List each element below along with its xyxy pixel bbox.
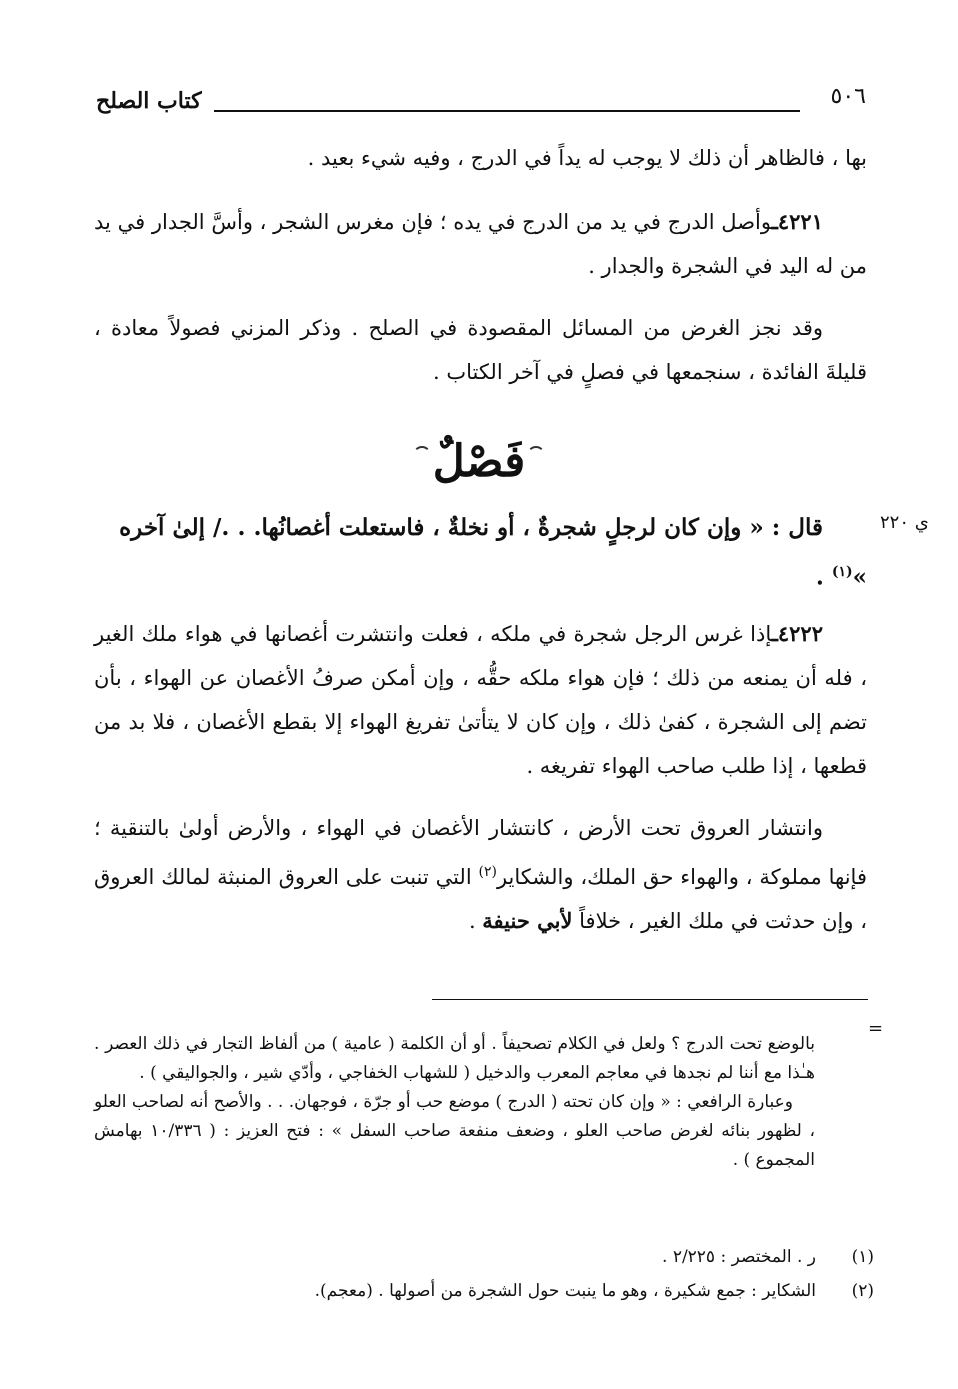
fasl-ornament: فَصْلٌ bbox=[423, 432, 536, 492]
footnote-continuation-1: بالوضع تحت الدرج ؟ ولعل في الكلام تصحيفاً . أو أن الكلمة ( عامية ) من ألفاظ التجار في ذلك العصر . هـٰذا مع أننا لم نجدها في معاجم المعرب والدخيل ( للشهاب الخفاجي ، وأدّي شير ، والجواليقي ) . bbox=[94, 1034, 815, 1083]
paragraph-3-text: وقد نجز الغرض من المسائل المقصودة في الصلح . وذكر المزني فصولاً معادة ، قليلةَ الفائدة ، سنجمعها في فصلٍ في آخر الكتاب . bbox=[94, 316, 867, 384]
issue-number: ٤٢٢٢ـ bbox=[771, 621, 823, 646]
quoted-text-body: قال : « وإن كان لرجلٍ شجرةٌ ، أو نخلةٌ ، فاستعلت أغصانُها. . ./ إلىٰ آخره » bbox=[119, 514, 867, 591]
footnote-ref-2: (٢) bbox=[478, 864, 497, 880]
page-number: ٥٠٦ bbox=[830, 84, 866, 109]
paragraph-5-text-b: التي تنبت على العروق المنبثة لمالك العروق ، وإن حدثت في ملك الغير ، خلافاً bbox=[94, 865, 867, 933]
paragraph-3 bbox=[94, 306, 867, 394]
paragraph-4221-text: وأصل الدرج في يد من الدرج في يده ؛ فإن مغرس الشجر ، وأسَّ الجدار في يد من له اليد في الشجرة والجدار . bbox=[94, 210, 867, 278]
named-scholar: لأبي حنيفة bbox=[482, 908, 573, 933]
paragraph-4222 bbox=[94, 612, 867, 788]
footnote-separator bbox=[432, 999, 868, 1000]
footnote-ref-1: (١) bbox=[831, 564, 853, 580]
paragraph-1 bbox=[94, 136, 867, 180]
footnote-number: (١) bbox=[851, 1247, 874, 1267]
header-rule bbox=[214, 110, 800, 112]
paragraph-1-text: بها ، فالظاهر أن ذلك لا يوجب له يداً في الدرج ، وفيه شيء بعيد . bbox=[307, 146, 867, 170]
margin-page-reference: ي ٢٢٠ bbox=[880, 512, 929, 533]
quoted-text bbox=[94, 506, 867, 600]
issue-number: ٤٢٢١ـ bbox=[771, 209, 823, 234]
footnote-continuation-mark: = bbox=[868, 1018, 884, 1039]
paragraph-4221 bbox=[94, 200, 867, 288]
footnote-continuation-2: وعبارة الرافعي : « وإن كان تحته ( الدرج ) موضع حب أو جرّة ، فوجهان. . . والأصح أنه لصاحب العلو ، لظهور بنائه لغرض صاحب العلو ، وضعف منفعة صاحب السفل » : فتح العزيز : ( ١٠/٣٣٦ بهامش المجموع ) . bbox=[94, 1092, 815, 1170]
paragraph-5 bbox=[94, 806, 867, 943]
footnote-number: (٢) bbox=[851, 1281, 874, 1301]
footnote-continuation bbox=[94, 1030, 815, 1175]
paragraph-4222-text: إذا غرس الرجل شجرة في ملكه ، فعلت وانتشرت أغصانها في هواء ملك الغير ، فله أن يمنعه من ذلك ؛ فإن هواء ملكه حقُّه ، وإن أمكن صرفُ الأغصان عن الهواء ، بأن تضم إلى الشجرة ، كفىٰ ذلك ، وإن كان لا يتأتىٰ تفريغ الهواء إلا بقطع الأغصان ، فلا بد من قطعها ، إذا طلب صاحب الهواء تفريغه . bbox=[94, 622, 867, 778]
footnote-item bbox=[94, 1240, 874, 1274]
footnote-list bbox=[94, 1240, 874, 1308]
book-title: كتاب الصلح bbox=[96, 88, 202, 114]
quoted-text-end: . bbox=[815, 563, 832, 591]
running-header bbox=[96, 84, 866, 124]
footnote-text: ر . المختصر : ٢/٢٢٥ . bbox=[662, 1247, 816, 1267]
section-heading bbox=[0, 432, 958, 492]
footnote-text: الشكاير : جمع شكيرة ، وهو ما ينبت حول الشجرة من أصولها . (معجم). bbox=[314, 1281, 816, 1301]
paragraph-5-end: . bbox=[468, 909, 483, 933]
paragraph-5-text-a: وانتشار العروق تحت الأرض ، كانتشار الأغصان في الهواء ، والأرض أولىٰ بالتنقية ؛ فإنها مملوكة ، والهواء حق الملك، والشكاير bbox=[94, 816, 867, 889]
footnote-item bbox=[94, 1274, 874, 1308]
